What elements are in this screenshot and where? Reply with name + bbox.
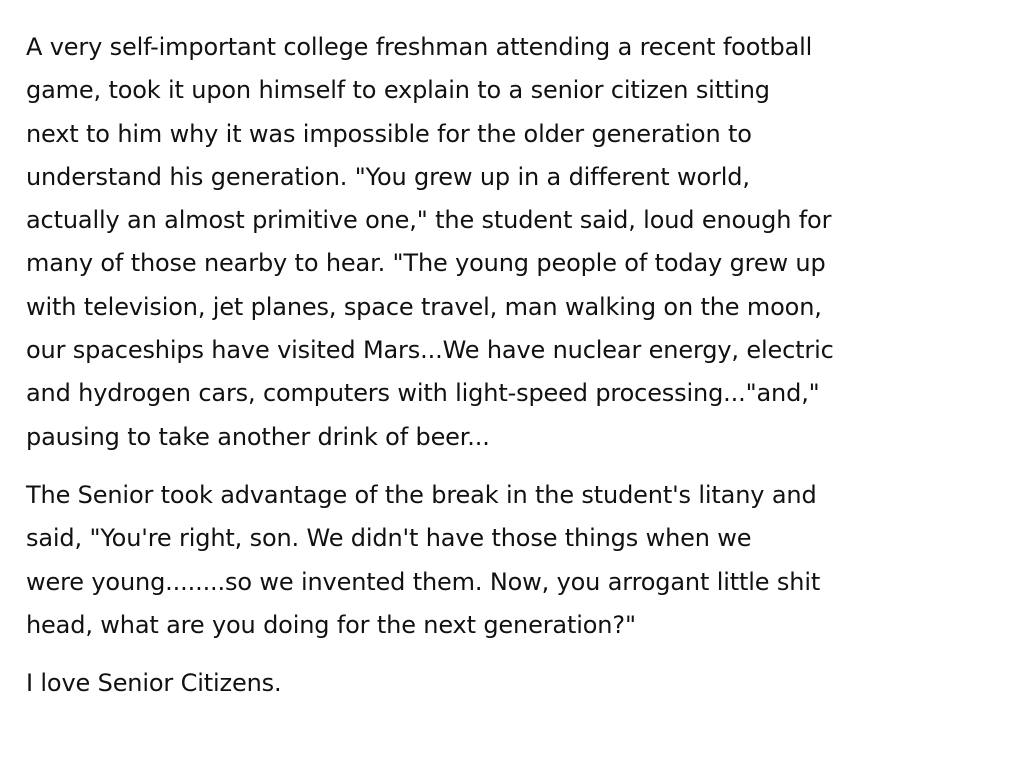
text-line: with television, jet planes, space travel, man walking on the moon, [26,292,822,321]
text-line: said, "You're right, son. We didn't have those things when we [26,524,752,553]
text-line: and hydrogen cars, computers with light-speed processing..."and," [26,379,820,408]
paragraph-closing [26,662,1011,705]
text-line: were young........so we invented them. Now, you arrogant little shit [26,567,821,596]
text-line: actually an almost primitive one," the student said, loud enough for [26,206,832,235]
text-line: next to him why it was impossible for the older generation to [26,119,752,148]
text-line: The Senior took advantage of the break in the student's litany and [26,480,817,509]
text-line: our spaceships have visited Mars...We have nuclear energy, electric [26,336,834,365]
text-line: game, took it upon himself to explain to a senior citizen sitting [26,76,770,105]
paragraph-story-setup [26,26,1011,459]
text-line: many of those nearby to hear. "The young people of today grew up [26,249,826,278]
paragraph-senior-reply [26,474,1011,647]
text-line: I love Senior Citizens. [26,669,282,698]
document-body [26,26,1011,705]
text-line: pausing to take another drink of beer... [26,422,490,451]
text-line: understand his generation. "You grew up in a different world, [26,162,750,191]
text-line: head, what are you doing for the next generation?" [26,610,636,639]
text-line: A very self-important college freshman attending a recent football [26,33,813,61]
